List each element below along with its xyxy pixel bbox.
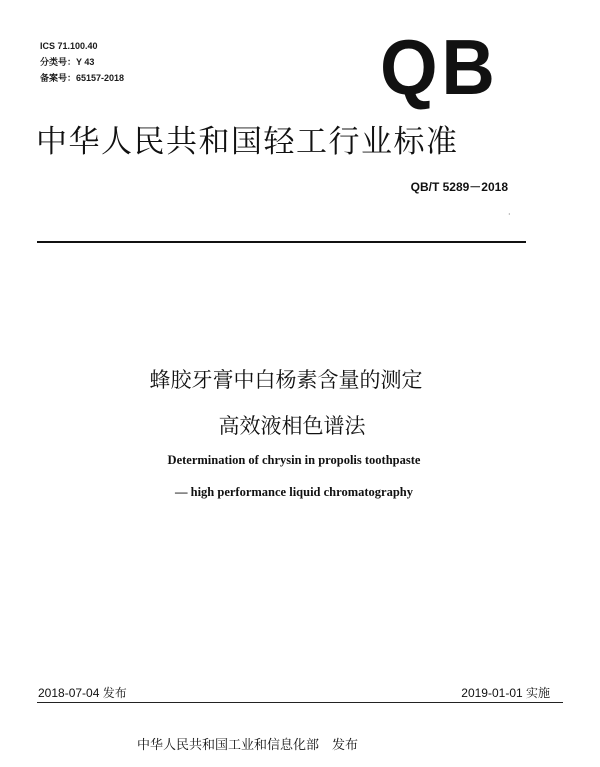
scan-mark: · bbox=[508, 210, 511, 219]
english-title-line2: — high performance liquid chromatography bbox=[175, 485, 413, 499]
classification-info bbox=[40, 38, 124, 86]
implementation-date: 2019-01-01 实施 bbox=[461, 686, 550, 700]
english-title-line1: Determination of chrysin in propolis toothpaste bbox=[167, 453, 421, 467]
category-number: 分类号：Y 43 bbox=[40, 57, 95, 67]
issue-date: 2018-07-04 发布 bbox=[38, 686, 127, 700]
qb-logo: QB bbox=[380, 23, 499, 111]
publisher: 中华人民共和国工业和信息化部 发布 bbox=[137, 738, 359, 753]
standard-type-title: 中华人民共和国轻工行业标准 bbox=[36, 124, 459, 160]
document-title-line1: 蜂胶牙膏中白杨素含量的测定 bbox=[149, 368, 423, 392]
footer-divider bbox=[37, 702, 563, 703]
standard-code: QB/T 5289－2018 bbox=[410, 180, 508, 194]
filing-number: 备案号：65157-2018 bbox=[40, 73, 125, 83]
header-divider bbox=[37, 241, 526, 243]
document-title-line2: 高效液相色谱法 bbox=[218, 414, 366, 438]
ics-number: ICS 71.100.40 bbox=[40, 41, 98, 51]
